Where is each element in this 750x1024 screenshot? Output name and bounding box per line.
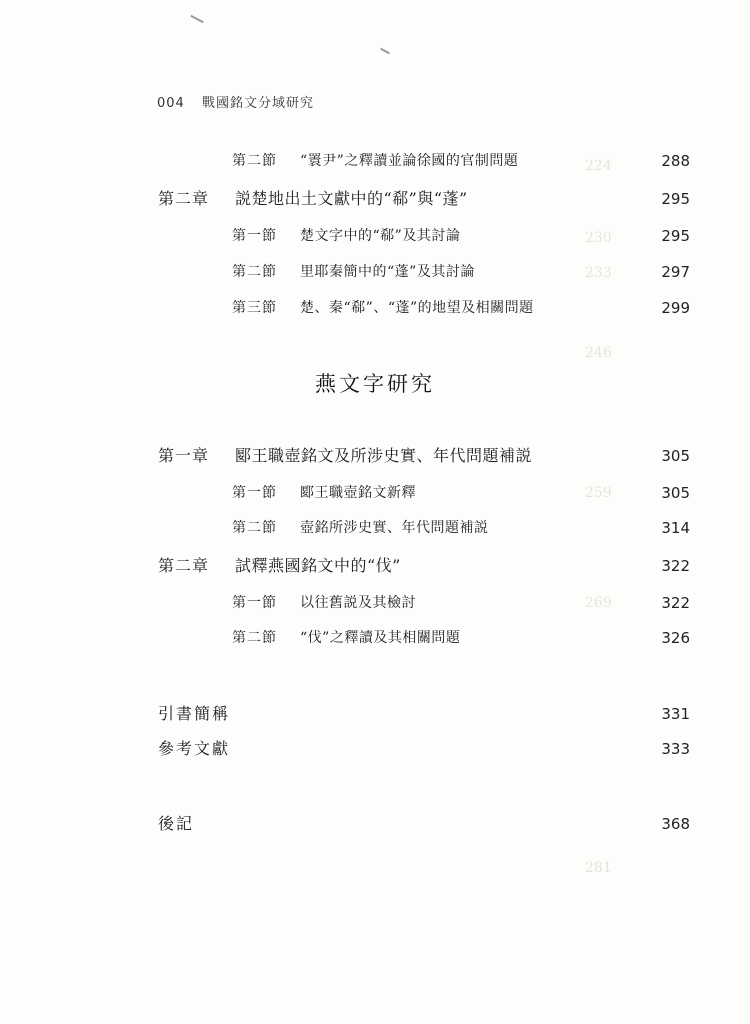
toc-entry-label: 第一節 (232, 485, 277, 501)
toc-entry-label: 第一章 (158, 446, 210, 465)
toc-entry-title: 壺銘所涉史實、年代問題補説 (300, 520, 489, 536)
toc-entry-page: 288 (661, 152, 690, 170)
toc-entry-page: 368 (661, 815, 690, 833)
toc-entry[interactable] (0, 259, 750, 285)
toc-entry[interactable] (0, 295, 750, 321)
scan-speck (380, 48, 390, 54)
toc-entry-title: 參考文獻 (158, 739, 231, 758)
toc-entry[interactable] (0, 148, 750, 174)
bleed-through: 269 (585, 595, 612, 611)
toc-entry-label: 第一節 (232, 228, 277, 244)
toc-entry-label: 第二節 (232, 630, 277, 646)
toc-entry[interactable] (0, 186, 750, 212)
toc-entry-title: 引書簡稱 (158, 704, 231, 723)
toc-entry-title: 以往舊説及其檢討 (300, 595, 416, 611)
toc-entry-label: 第二章 (158, 189, 210, 208)
toc-entry-page: 305 (661, 484, 690, 502)
running-head (157, 92, 314, 111)
toc-entry-page: 326 (661, 629, 690, 647)
toc-entry-page: 331 (661, 705, 690, 723)
toc-entry-title: 楚、秦“郗”、“蓬”的地望及相關問題 (300, 300, 534, 316)
part-heading: 燕文字研究 (315, 372, 435, 396)
toc-entry-page: 297 (661, 263, 690, 281)
toc-entry-page: 314 (661, 519, 690, 537)
toc-entry-title: 試釋燕國銘文中的“伐” (235, 556, 401, 575)
toc-entry-label: 第二節 (232, 153, 277, 169)
toc-entry-page: 305 (661, 447, 690, 465)
toc-entry-title: 説楚地出土文獻中的“郗”與“蓬” (235, 189, 468, 208)
toc-entry-page: 295 (661, 190, 690, 208)
bleed-through: 224 (585, 158, 612, 174)
bleed-through: 281 (585, 860, 612, 876)
toc-entry[interactable] (0, 515, 750, 541)
toc-entry[interactable] (0, 625, 750, 651)
toc-entry[interactable] (0, 443, 750, 469)
bleed-through: 233 (585, 265, 612, 281)
toc-entry-title: “伐”之釋讀及其相關問題 (300, 630, 461, 646)
toc-entry[interactable] (0, 701, 750, 727)
toc-entry[interactable] (0, 480, 750, 506)
toc-entry[interactable] (0, 590, 750, 616)
toc-entry-label: 第一節 (232, 595, 277, 611)
toc-entry-label: 第二節 (232, 520, 277, 536)
toc-entry[interactable] (0, 553, 750, 579)
toc-entry-label: 第二章 (158, 556, 210, 575)
toc-entry-title: 里耶秦簡中的“蓬”及其討論 (300, 264, 475, 280)
bleed-through: 259 (585, 485, 612, 501)
toc-entry-label: 第二節 (232, 264, 277, 280)
toc-entry[interactable] (0, 736, 750, 762)
toc-entry-page: 322 (661, 594, 690, 612)
toc-entry-label: 第三節 (232, 300, 277, 316)
bleed-through: 230 (585, 230, 612, 246)
running-head-book-title: 戰國銘文分域研究 (201, 96, 314, 111)
toc-entry-page: 333 (661, 740, 690, 758)
toc-entry[interactable] (0, 223, 750, 249)
toc-entry-page: 299 (661, 299, 690, 317)
toc-entry-title: “瞏尹”之釋讀並論徐國的官制問題 (300, 153, 519, 169)
toc-entry-title: 郾王職壺銘文及所涉史實、年代問題補説 (235, 446, 533, 465)
scan-speck (190, 15, 203, 23)
toc-entry-page: 322 (661, 557, 690, 575)
running-head-page-number: 004 (157, 96, 185, 111)
toc-entry[interactable] (0, 811, 750, 837)
bleed-through: 246 (585, 345, 612, 361)
toc-entry-title: 後記 (158, 814, 195, 833)
toc-entry-page: 295 (661, 227, 690, 245)
toc-entry-title: 楚文字中的“郗”及其討論 (300, 228, 461, 244)
toc-entry-title: 郾王職壺銘文新釋 (300, 485, 416, 501)
